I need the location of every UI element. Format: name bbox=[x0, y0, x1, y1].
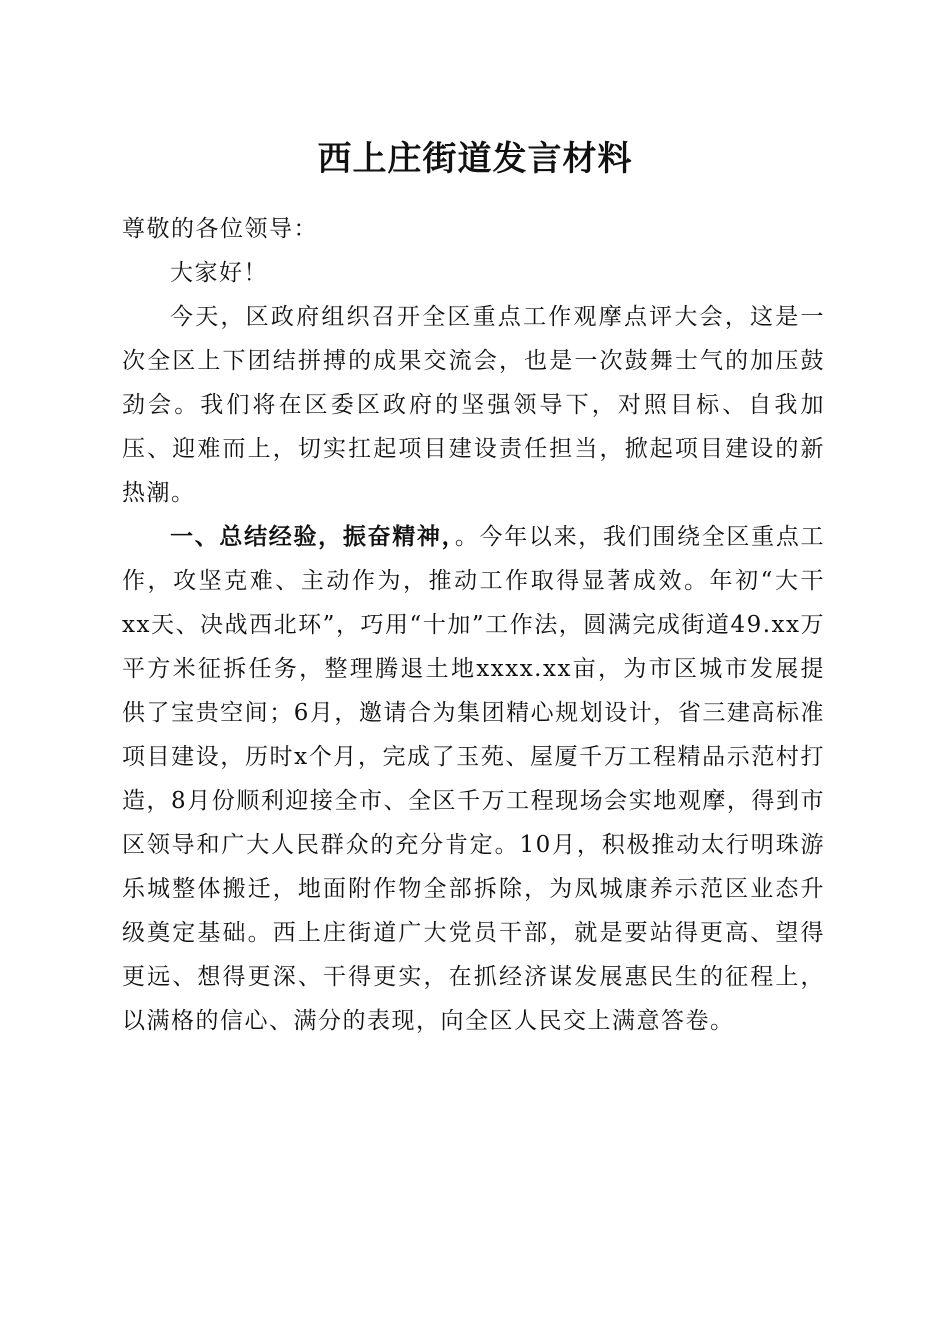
intro-paragraph: 今天，区政府组织召开全区重点工作观摩点评大会，这是一次全区上下团结拼搏的成果交流会，也是一次鼓舞士气的加压鼓劲会。我们将在区委区政府的坚强领导下，对照目标、自我加压、迎难而上，切实扛起项目建设责任担当，掀起项目建设的新热潮。 bbox=[122, 304, 825, 506]
greeting: 大家好！ bbox=[170, 260, 268, 286]
section-one-text: 。今年以来，我们围绕全区重点工作，攻坚克难、主动作为，推动工作取得显著成效。年初“大干xx天、决战西北环”，巧用“十加”工作法，圆满完成街道49.xx万平方米征拆任务，整理腾退土地xxxx.xx亩，为市区城市发展提供了宝贵空间；6月，邀请合为集团精心规划设计，省三建高标准项目建设，历时x个月，完成了玉苑、屋厦千万工程精品示范村打造，8月份顺利迎接全市、全区千万工程现场会实地观摩，得到市区领导和广大人民群众的充分肯定。10月，积极推动太行明珠游乐城整体搬迁，地面附作物全部拆除，为凤城康养示范区业态升级奠定基础。西上庄街道广大党员干部，就是要站得更高、望得更远、想得更深、干得更实，在抓经济谋发展惠民生的征程上，以满格的信心、满分的表现，向全区人民交上满意答卷。 bbox=[122, 524, 826, 1034]
document-title: 西上庄街道发言材料 bbox=[317, 139, 633, 179]
document-body bbox=[122, 207, 825, 1043]
section-one-paragraph bbox=[122, 515, 825, 1043]
salutation: 尊敬的各位领导： bbox=[122, 216, 318, 242]
section-one-heading: 一、总结经验，振奋精神， bbox=[170, 523, 455, 550]
